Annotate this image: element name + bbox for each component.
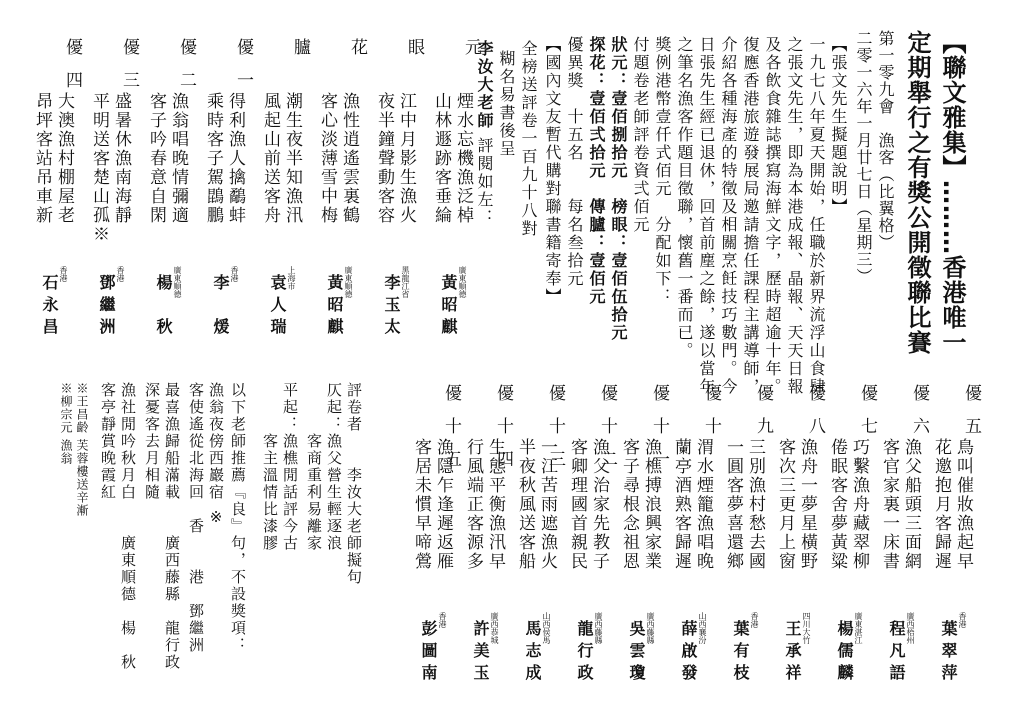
couplet-second: 昂坪客站吊車新 <box>32 92 52 225</box>
couplet-first: 大澳漁村棚屋老 <box>54 92 74 225</box>
couplet-second: 風起山前送客舟 <box>260 92 280 225</box>
session-line: 第一零九會 漁客（比翼格） <box>876 30 895 251</box>
rank-label: 優五 <box>961 384 981 450</box>
author-name: 彭圖南 <box>419 620 438 686</box>
author-region: 廣西梧州 <box>906 612 915 644</box>
author-region: 香港 <box>230 266 239 282</box>
judge-sample-line: 平起：漁樵閒話評今古 <box>281 382 299 552</box>
author-name: 葉有枝 <box>731 620 750 686</box>
author-region: 廣東湛江 <box>854 612 863 644</box>
author-region: 香港 <box>438 612 447 628</box>
intro-line: 復應香港旅遊發展局邀請擔任課程主講導師， <box>741 36 760 396</box>
author-region: 廣西藤縣 <box>646 612 655 644</box>
recommend-line: 漁社閒吟秋月白 廣東順德 楊 秋 <box>119 382 137 671</box>
judge-sample-line: 仄起：漁父營生輕逐浪 <box>325 382 343 552</box>
recommend-line: 客亭靜賞晚霞紅 <box>99 382 117 501</box>
prize-line: 探花：壹佰弍拾元 傳臚：壹佰元 <box>587 36 606 306</box>
rank-label: 優七 <box>857 384 877 450</box>
rank-label: 優十二 <box>597 384 617 483</box>
couplet-first: 鳥叫催妝漁起早 <box>953 438 973 571</box>
couplet-first: 漁父船頭三面網 <box>901 438 921 571</box>
recommend-line: 深憂客去月相隨 <box>143 382 161 501</box>
couplet-first: 煙水忘機漁泛棹 <box>453 92 473 225</box>
couplet-second: 客居未慣早啼鶯 <box>411 438 431 571</box>
couplet-first: 潮生夜半知漁汛 <box>282 92 302 225</box>
intro-line: 日張先生經已退休，回首前塵之餘，遂以當年 <box>697 36 716 396</box>
author-name: 馬志成 <box>523 620 542 686</box>
intro-line: 介紹各種海產的特徵及相關烹飪技巧數門。今 <box>719 36 738 396</box>
judge-name: 李汝大老師 <box>475 40 494 130</box>
rank-label: 眼 <box>404 38 424 77</box>
rank-label: 優三 <box>119 38 139 104</box>
recommend-line: 最喜漁歸船滿載 廣西藤縣 龍行政 <box>163 382 181 671</box>
rank-label: 優十四 <box>493 384 513 483</box>
rank-label: 優二 <box>176 38 196 104</box>
rank-label: 優十一 <box>649 384 669 483</box>
couplet-first: 漁翁唱晚情彌適 <box>168 92 188 225</box>
rank-label: 優九 <box>753 384 773 450</box>
author-name: 鄧繼洲 <box>97 274 116 340</box>
rank-label: 優四 <box>62 38 82 104</box>
couplet-second: 客官家裏一床書 <box>879 438 899 571</box>
author-region: 香港 <box>958 612 967 628</box>
couplet-second: 夜半鐘聲動客容 <box>374 92 394 225</box>
intro-line: 一九七八年夏天開始，任職於新界流浮山食肆 <box>807 36 826 396</box>
couplet-second: 半夜秋風送客船 <box>515 438 535 571</box>
couplet-first: 漁父治家先教子 <box>589 438 609 571</box>
intro-line: 之筆名漁客作題目徵聯，懷舊一番而已。 <box>675 36 694 360</box>
header-subtitle: 定期舉行之有獎公開徵聯比賽 <box>903 30 931 355</box>
recommend-line: 漁翁夜傍西巖宿 ※ <box>207 382 225 528</box>
judge-sample-line: 客商重利易離家 <box>305 382 323 552</box>
couplet-first: 盛暑休漁南海靜 <box>111 92 131 225</box>
couplet-second: 客子尋根念祖恩 <box>619 438 639 571</box>
couplet-first: 一江苦雨遮漁火 <box>537 438 557 571</box>
author-region: 廣東順德 <box>458 266 467 298</box>
couplet-second: 倦眠客舍夢黃粱 <box>827 438 847 571</box>
couplet-second: 客卿理國首親民 <box>567 438 587 571</box>
author-name: 黃昭麒 <box>325 274 344 340</box>
author-name: 黃昭麒 <box>439 274 458 340</box>
couplet-first: 渭水煙籠漁唱晚 <box>693 438 713 571</box>
intro-line: 及各飲食雜誌撰寫海鮮文字，歷時超逾十年。 <box>763 36 782 396</box>
author-name: 石永昌 <box>40 274 59 340</box>
author-name: 李玉太 <box>382 274 401 340</box>
rank-label: 優八 <box>805 384 825 450</box>
rank-label: 臚 <box>290 38 310 77</box>
judge-sample-line: 客主溫情比漆膠 <box>261 382 279 552</box>
footnote: ※王昌齡 芙蓉樓送辛漸 <box>75 382 89 517</box>
author-region: 香港 <box>116 266 125 282</box>
couplet-second: 花邀抱月客歸遲 <box>931 438 951 571</box>
intro-line: 之張文先生，即為本港成報、晶報、天天日報 <box>785 36 804 396</box>
judge-suffix: 評閱如左： <box>475 130 494 228</box>
author-name: 袁人瑞 <box>268 274 287 340</box>
author-region: 廣東順德 <box>173 266 182 298</box>
total-count: 全榜送評卷一百九十八對 <box>519 40 538 238</box>
author-region: 廣西藤縣 <box>594 612 603 644</box>
author-region: 上海市 <box>287 266 296 290</box>
couplet-first: 生態平衡漁汛早 <box>485 438 505 571</box>
author-name: 李 煖 <box>211 274 230 340</box>
couplet-second: 山林遯跡客垂綸 <box>431 92 451 225</box>
author-region: 廣西恭城 <box>490 612 499 644</box>
couplet-second: 平明送客楚山孤※ <box>89 92 109 244</box>
author-name: 程凡語 <box>887 620 906 686</box>
author-name: 許美玉 <box>471 620 490 686</box>
intro-line: 【張文先生擬題說明】 <box>829 36 848 216</box>
author-region: 香港 <box>59 266 68 282</box>
couplet-second: 客次三更月上窗 <box>775 438 795 571</box>
couplet-first: 三別漁村愁去國 <box>745 438 765 571</box>
couplet-second: 客子吟春意自閑 <box>146 92 166 225</box>
recommend-line: 客使遙從北海回 香 港 鄧繼洲 <box>187 382 205 654</box>
couplet-second: 蘭亭酒熟客歸遲 <box>671 438 691 571</box>
couplet-second: 客心淡薄雪中梅 <box>317 92 337 225</box>
couplet-first: 漁隱乍逢遲返雁 <box>433 438 453 571</box>
author-name: 龍行政 <box>575 620 594 686</box>
couplet-second: 乘時客子駕鵾鵬 <box>203 92 223 225</box>
author-region: 香港 <box>750 612 759 628</box>
rank-label: 花 <box>347 38 367 77</box>
couplet-second: 一圓客夢喜還鄉 <box>723 438 743 571</box>
author-region: 廣東順德 <box>344 266 353 298</box>
rank-label: 優十五 <box>441 384 461 483</box>
judge-sample-line: 評卷者 李汝大老師擬句 <box>345 382 363 586</box>
couplet-first: 得利漁人擒鷸蚌 <box>225 92 245 225</box>
rank-label: 優十 <box>701 384 721 450</box>
header-title: 【聯文雅集】………香港唯一 <box>938 30 966 355</box>
author-name: 楊 秋 <box>154 274 173 340</box>
prize-line: 優異獎 十五名 每名叁拾元 <box>565 36 584 288</box>
author-name: 薛啟發 <box>679 620 698 686</box>
rank-label: 優六 <box>909 384 929 450</box>
author-name: 王承祥 <box>783 620 802 686</box>
author-name: 吳雲瓊 <box>627 620 646 686</box>
author-region: 山西侯馬 <box>542 612 551 644</box>
author-region: 四川大竹 <box>802 612 811 644</box>
rank-label: 優十三 <box>545 384 565 483</box>
couplet-second: 行風端正客源多 <box>463 438 483 571</box>
footnote: ※柳宗元 漁翁 <box>59 382 73 465</box>
couplet-first: 漁性逍遙雲裏鶴 <box>339 92 359 225</box>
author-region: 黑龍江省 <box>401 266 410 298</box>
prize-line: 獎例港幣壹仟式佰元 分配如下： <box>653 36 672 306</box>
author-region: 山西襄汾 <box>698 612 707 644</box>
prize-line: 付題卷老師評卷資弍佰元 <box>631 36 650 234</box>
couplet-first: 巧繫漁舟藏翠柳 <box>849 438 869 571</box>
prize-line: 【國內文友暫代購對聯書籍寄奉】 <box>543 36 562 306</box>
couplet-first: 漁舟一夢星橫野 <box>797 438 817 571</box>
recommend-title: 以下老師推薦『良』句，不設獎項： <box>229 382 247 654</box>
date-line: 二零一六年一月廿七日（星期三） <box>854 30 873 285</box>
rank-label: 元 <box>461 38 481 77</box>
rank-label: 優一 <box>233 38 253 104</box>
author-name: 楊儒麟 <box>835 620 854 686</box>
couplet-first: 漁樵搏浪興家業 <box>641 438 661 571</box>
anonymized-note: 糊名易書後呈 <box>497 50 516 158</box>
prize-line: 狀元：壹佰捌拾元 榜眼：壹佰伍拾元 <box>609 36 628 342</box>
author-name: 葉翠萍 <box>939 620 958 686</box>
couplet-first: 江中月影生漁火 <box>396 92 416 225</box>
